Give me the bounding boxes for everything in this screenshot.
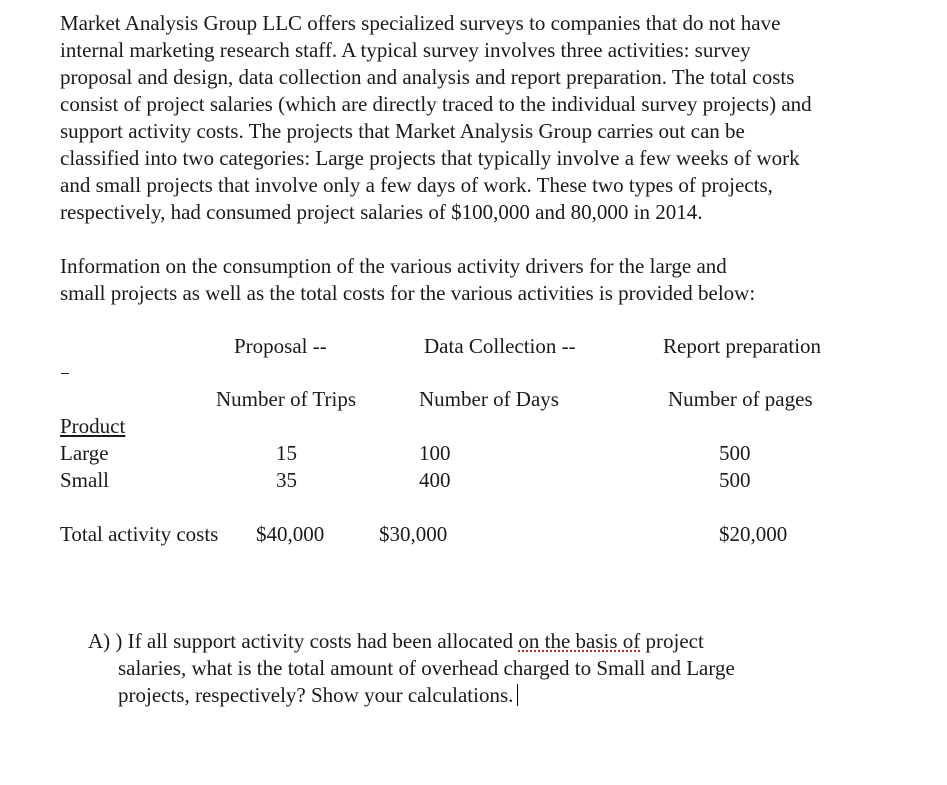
info-paragraph	[60, 253, 920, 307]
intro-line: respectively, had consumed project salaries of $100,000 and 80,000 in 2014.	[60, 200, 703, 224]
question-highlight: on the basis of	[518, 629, 641, 653]
intro-line: and small projects that involve only a few days of work. These two types of projects,	[60, 173, 773, 197]
activity-header-report: Report preparation	[663, 334, 822, 358]
intro-line: internal marketing research staff. A typical survey involves three activities: survey	[60, 38, 751, 62]
cell-small-days: 400	[419, 468, 451, 492]
row-label-large: Large	[60, 441, 109, 465]
intro-line: consist of project salaries (which are directly traced to the individual survey projects) and	[60, 92, 812, 116]
info-line: Information on the consumption of the various activity drivers for the large and	[60, 254, 727, 278]
product-header: Product	[60, 414, 126, 438]
driver-header-days: Number of Days	[419, 387, 559, 411]
cell-small-pages: 500	[719, 468, 751, 492]
question-text: project	[640, 629, 704, 653]
intro-paragraph	[60, 10, 920, 226]
cell-small-trips: 35	[276, 468, 297, 492]
total-proposal: $40,000	[256, 522, 325, 546]
total-data-collection: $30,000	[379, 522, 448, 546]
question-text: salaries, what is the total amount of overhead charged to Small and Large	[118, 656, 735, 680]
total-costs-label: Total activity costs	[60, 522, 219, 546]
separator-dash	[61, 373, 69, 374]
intro-line: support activity costs. The projects that Market Analysis Group carries out can be	[60, 119, 745, 143]
cell-large-pages: 500	[719, 441, 751, 465]
intro-line: classified into two categories: Large projects that typically involve a few weeks of work	[60, 146, 800, 170]
intro-line: proposal and design, data collection and analysis and report preparation. The total costs	[60, 65, 795, 89]
cell-large-days: 100	[419, 441, 451, 465]
question-text: projects, respectively? Show your calculations.	[118, 683, 514, 707]
driver-header-pages: Number of pages	[668, 387, 813, 411]
row-label-small: Small	[60, 468, 110, 492]
driver-header-trips: Number of Trips	[216, 387, 357, 411]
info-line: small projects as well as the total costs for the various activities is provided below:	[60, 281, 756, 305]
intro-line: Market Analysis Group LLC offers specialized surveys to companies that do not have	[60, 11, 781, 35]
text-cursor	[517, 684, 518, 706]
activity-header-data-collection: Data Collection --	[424, 334, 576, 358]
activity-header-proposal: Proposal --	[234, 334, 327, 358]
total-report: $20,000	[719, 522, 788, 546]
question-text: A) ) If all support activity costs had been allocated	[88, 629, 519, 653]
cell-large-trips: 15	[276, 441, 297, 465]
question-a[interactable]	[88, 628, 735, 709]
